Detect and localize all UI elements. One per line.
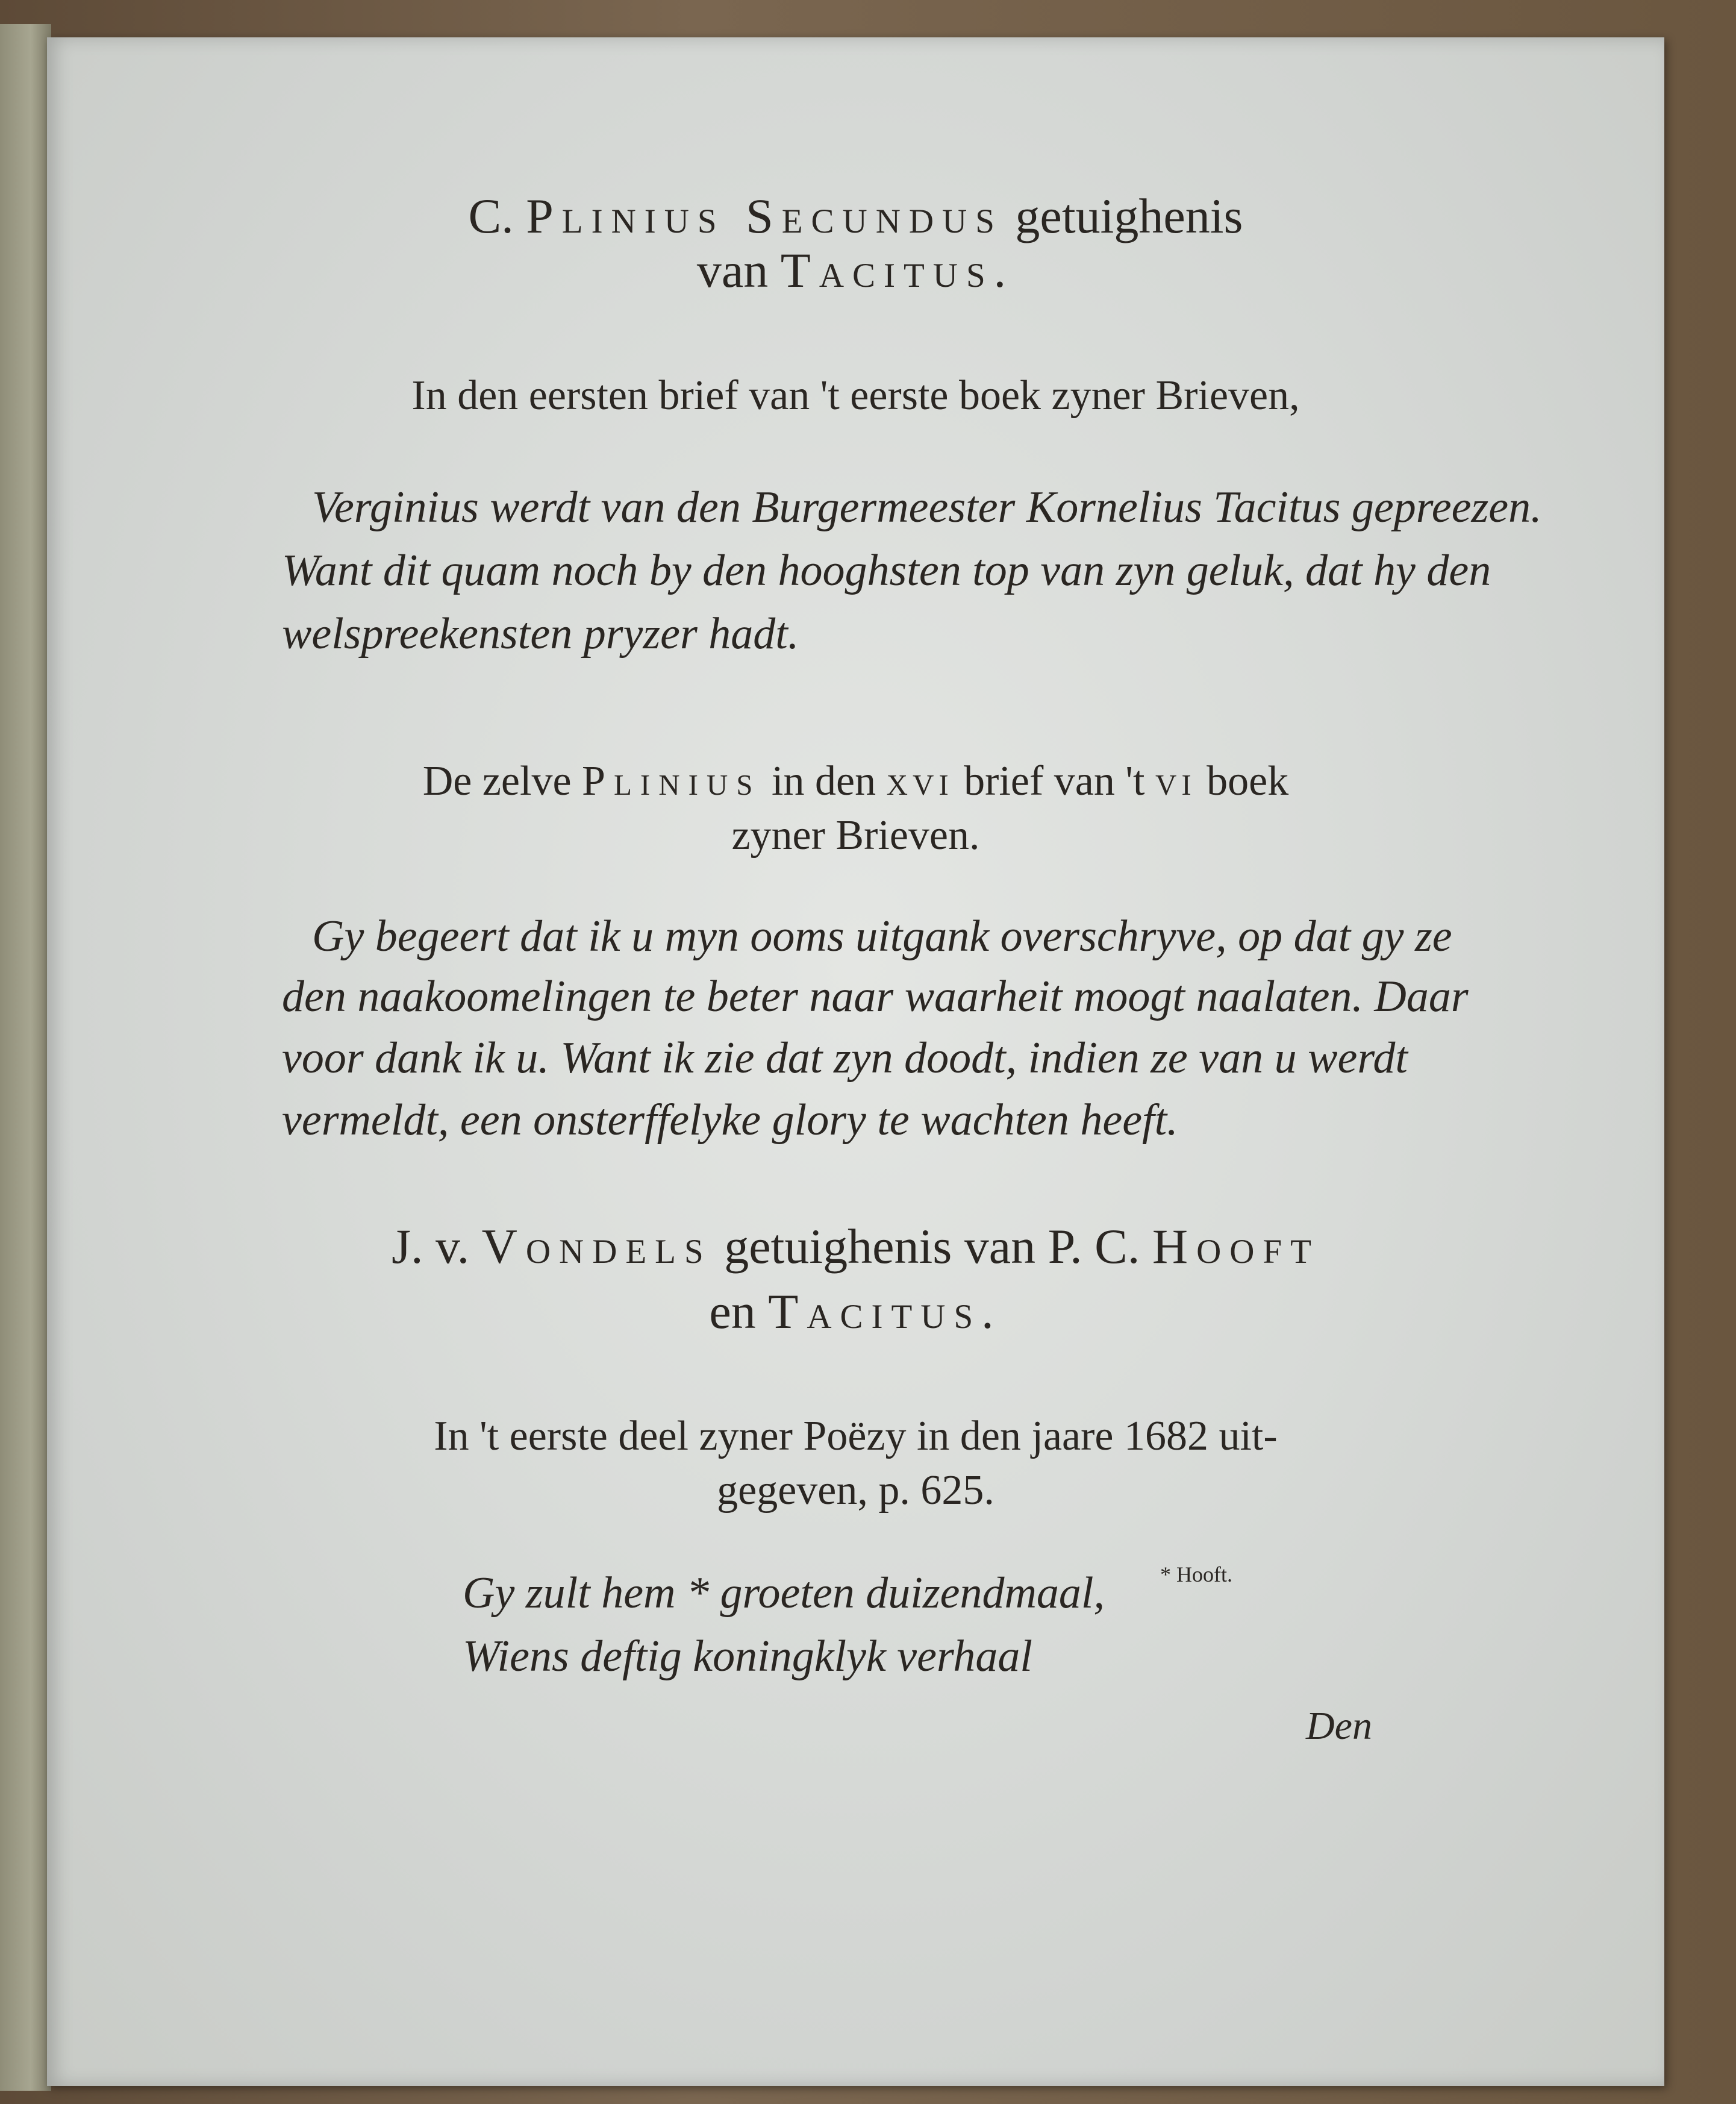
heading-text: J. v. xyxy=(392,1219,470,1274)
source-line-3b: gegeven, p. 625. xyxy=(717,1467,994,1514)
source-line-1: In den eersten brief van 't eerste boek zyner Brieven, xyxy=(411,372,1300,419)
source-line-2 xyxy=(47,757,1664,806)
source-text: in den xyxy=(772,758,876,804)
margin-note: * Hooft. xyxy=(1160,1562,1232,1586)
heading-pliny xyxy=(47,188,1664,245)
heading-name: Vondels xyxy=(481,1219,712,1274)
source-numeral: xvi xyxy=(886,758,954,804)
source-text: De zelve xyxy=(422,758,572,804)
heading-vondel-line2 xyxy=(47,1283,1664,1340)
verse-line: Wiens deftig koningklyk verhaal xyxy=(463,1632,1032,1681)
heading-name: Tacitus. xyxy=(768,1284,1002,1339)
source-line-2b: zyner Brieven. xyxy=(731,812,980,859)
quote1-line: Want dit quam noch by den hooghsten top van zyn geluk, dat hy den xyxy=(282,546,1491,595)
source-text: brief van 't xyxy=(964,758,1145,804)
source-numeral: vi xyxy=(1155,758,1196,804)
source-text: boek xyxy=(1207,758,1289,804)
heading-text: getuighenis van P. C. xyxy=(724,1219,1140,1274)
quote2-line: den naakoomelingen te beter naar waarheit moogt naalaten. Daar xyxy=(282,972,1469,1021)
heading-text: getuighenis xyxy=(1015,189,1243,243)
quote1-line: welspreekensten pryzer hadt. xyxy=(282,609,799,659)
heading-name: Plinius Secundus xyxy=(526,189,1003,243)
quote2-line: voor dank ik u. Want ik zie dat zyn doodt, indien ze van u werdt xyxy=(282,1033,1408,1083)
heading-text: C. xyxy=(468,189,514,243)
book-page xyxy=(47,37,1664,2086)
catchword: Den xyxy=(1306,1704,1372,1748)
heading-name: Hooft xyxy=(1152,1219,1320,1274)
heading-vondel xyxy=(47,1218,1664,1275)
verse-line: Gy zult hem * groeten duizendmaal, xyxy=(463,1568,1105,1618)
source-line-3: In 't eerste deel zyner Poëzy in den jaare 1682 uit- xyxy=(434,1413,1278,1459)
quote1-line: Verginius werdt van den Burgermeester Kornelius Tacitus gepreezen. xyxy=(312,483,1542,532)
heading-text: en xyxy=(709,1284,756,1339)
source-name: Plinius xyxy=(582,758,761,804)
book-binding xyxy=(0,24,51,2091)
heading-text: van xyxy=(696,243,769,298)
quote2-line: Gy begeert dat ik u myn ooms uitgank overschryve, op dat gy ze xyxy=(312,912,1452,961)
heading-name: Tacitus. xyxy=(780,243,1015,298)
heading-pliny-line2 xyxy=(47,242,1664,299)
quote2-line: vermeldt, een onsterffelyke glory te wachten heeft. xyxy=(282,1095,1178,1145)
